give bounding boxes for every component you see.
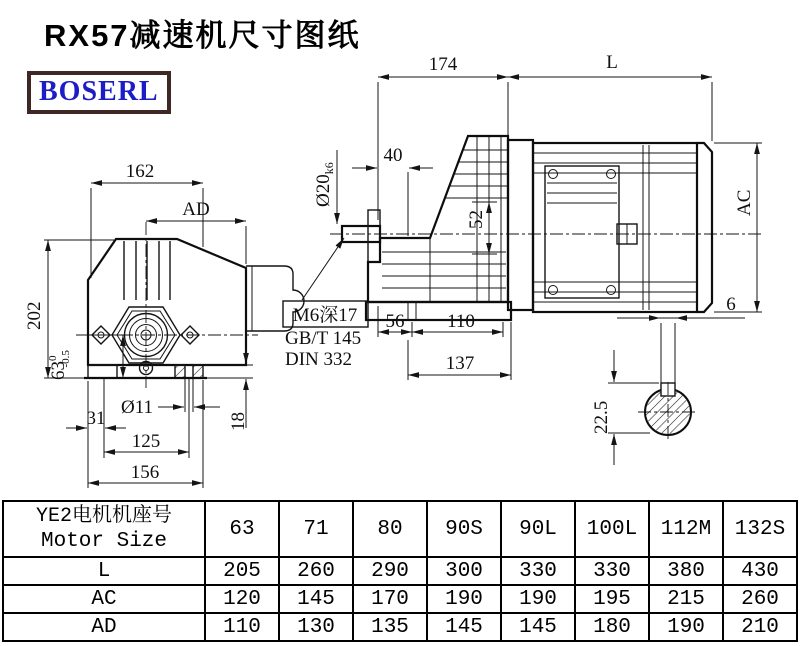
thread-note-label: M6深17: [292, 305, 358, 326]
table-cell: 205: [205, 557, 279, 585]
page-title: RX57减速机尺寸图纸: [44, 18, 361, 53]
table-cell: 190: [427, 585, 501, 613]
table-cell: 170: [353, 585, 427, 613]
dim-l-label: L: [606, 52, 618, 73]
table-cell: 190: [649, 613, 723, 641]
table-cell: 145: [427, 613, 501, 641]
table-cell: 195: [575, 585, 649, 613]
dim-202-label: 202: [24, 301, 45, 330]
table-header-row: [3, 501, 797, 557]
dim-ad-label: AD: [182, 199, 210, 220]
motor-size-table: [2, 500, 798, 642]
dim-40-label: 40: [383, 145, 403, 166]
row-label: AD: [3, 613, 205, 641]
table-row-AC: [3, 585, 797, 613]
header-line-en: Motor Size: [40, 529, 168, 553]
dim-18-label: 18: [228, 412, 249, 431]
table-header-motor-size: [3, 501, 205, 557]
table-row-L: [3, 557, 797, 585]
dim-phi11-label: Ø11: [120, 397, 153, 418]
side-view: [283, 52, 762, 380]
dim-162-label: 162: [125, 161, 155, 182]
table-cell: 260: [279, 557, 353, 585]
brand-logo-text: BOSERL: [39, 76, 159, 107]
dim-6-label: 6: [726, 294, 736, 315]
dim-31-label: 31: [86, 408, 106, 429]
standard-1-label: GB/T 145: [285, 328, 362, 349]
table-cell: 120: [205, 585, 279, 613]
dim-156-label: 156: [130, 462, 160, 483]
table-cell: 215: [649, 585, 723, 613]
standard-2-label: DIN 332: [285, 349, 353, 370]
dim-125-label: 125: [131, 431, 161, 452]
header-line-cn: YE2电机机座号: [35, 504, 172, 528]
table-col-header: 80: [353, 501, 427, 557]
table-cell: 180: [575, 613, 649, 641]
table-cell: 330: [501, 557, 575, 585]
table-col-header: 132S: [723, 501, 797, 557]
table-col-header: 71: [279, 501, 353, 557]
table-cell: 110: [205, 613, 279, 641]
dim-137-label: 137: [445, 353, 475, 374]
dim-22-5-label: 22.5: [591, 400, 612, 434]
front-view: [24, 161, 304, 488]
table-cell: 290: [353, 557, 427, 585]
dim-174-label: 174: [428, 54, 458, 75]
table-cell: 430: [723, 557, 797, 585]
dim-110-label: 110: [447, 311, 475, 332]
dim-56-label: 56: [385, 311, 405, 332]
table-cell: 260: [723, 585, 797, 613]
table-cell: 135: [353, 613, 427, 641]
dim-63-label: $63^0-0.5$: [47, 350, 72, 380]
table-col-header: 100L: [575, 501, 649, 557]
dim-52-label: 52: [466, 210, 487, 229]
table-cell: 300: [427, 557, 501, 585]
dim-ac-label: AC: [734, 189, 755, 216]
row-label: AC: [3, 585, 205, 613]
table-cell: 190: [501, 585, 575, 613]
table-cell: 380: [649, 557, 723, 585]
table-cell: 210: [723, 613, 797, 641]
row-label: L: [3, 557, 205, 585]
table-col-header: 90S: [427, 501, 501, 557]
shaft-dia-label: $Ø20_{k6}$: [313, 162, 336, 207]
table-col-header: 112M: [649, 501, 723, 557]
table-cell: 145: [279, 585, 353, 613]
table-col-header: 63: [205, 501, 279, 557]
table-cell: 145: [501, 613, 575, 641]
table-col-header: 90L: [501, 501, 575, 557]
table-row-AD: [3, 613, 797, 641]
spec-table-container: [2, 500, 798, 642]
shaft-section-view: [591, 294, 745, 465]
table-cell: 130: [279, 613, 353, 641]
table-cell: 330: [575, 557, 649, 585]
